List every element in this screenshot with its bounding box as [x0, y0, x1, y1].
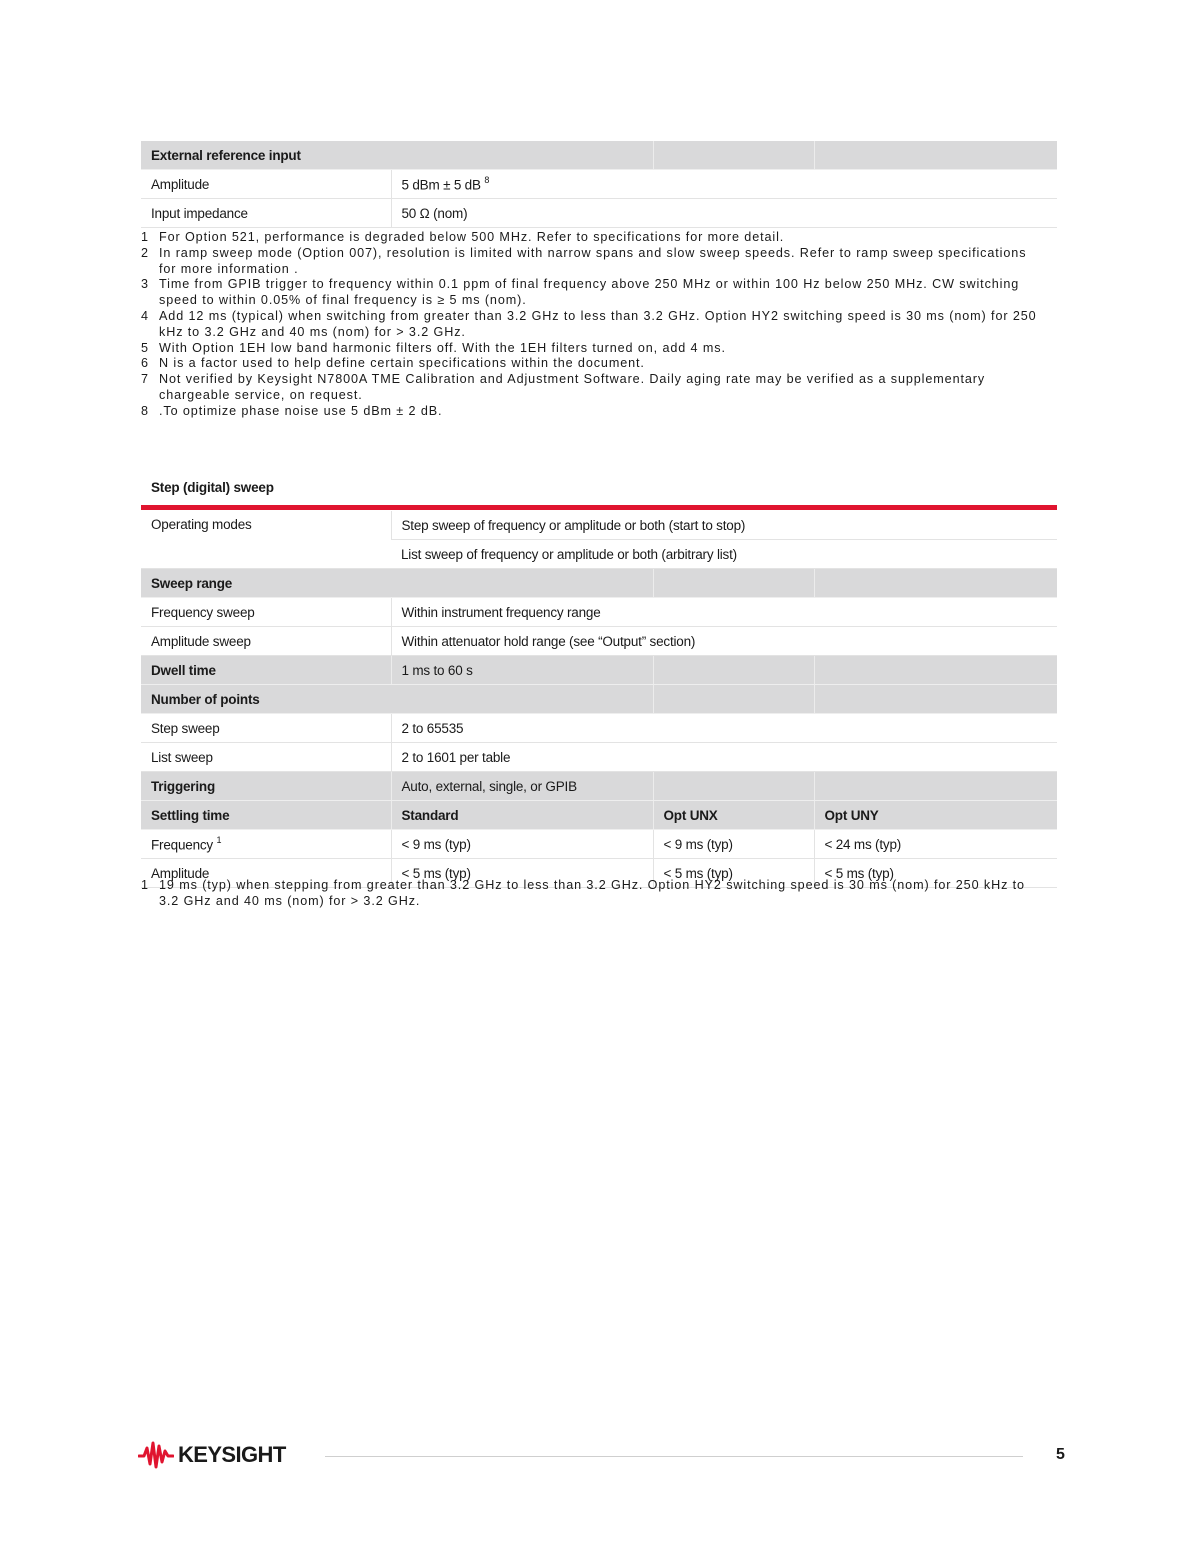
- row-label: Operating modes: [141, 511, 391, 569]
- table-cell: < 9 ms (typ): [653, 830, 814, 859]
- page-number: 5: [1056, 1446, 1065, 1463]
- row-label: Amplitude: [141, 170, 391, 199]
- empty-cell: [653, 569, 814, 598]
- row-value: 5 dBm ± 5 dB $^8$: [391, 170, 1057, 199]
- row-label: Step sweep: [141, 714, 391, 743]
- empty-cell: [814, 569, 1057, 598]
- table-row: [141, 170, 1057, 199]
- row-value: 50 Ω (nom): [391, 199, 1057, 228]
- footnote: 8 .To optimize phase noise use 5 dBm ± 2 dB.: [141, 403, 443, 418]
- footnote-ref: 8: [484, 174, 490, 185]
- footnotes: [141, 230, 1041, 420]
- column-header: Standard: [391, 801, 653, 830]
- row-value: Step sweep of frequency or amplitude or both (start to stop): [391, 511, 1057, 540]
- footnote: 1 For Option 521, performance is degraded below 500 MHz. Refer to specifications for more detail.: [141, 230, 785, 244]
- group-header-row: [141, 656, 1057, 685]
- group-title: Number of points: [141, 685, 653, 714]
- row-value: Within instrument frequency range: [391, 598, 1057, 627]
- column-header: Settling time: [141, 801, 391, 830]
- table-row: [141, 830, 1057, 859]
- keysight-wave-icon: [138, 1440, 174, 1470]
- row-label: Frequency sweep: [141, 598, 391, 627]
- column-header: Opt UNX: [653, 801, 814, 830]
- row-label: Amplitude: [141, 859, 391, 888]
- group-header-row: [141, 772, 1057, 801]
- row-value: Auto, external, single, or GPIB: [391, 772, 653, 801]
- footnote: 1 19 ms (typ) when stepping from greater than 3.2 GHz to less than 3.2 GHz. Option HY2 switching speed is 30 ms (nom) for 250 kHz to 3.2 GHz and 40 ms (nom) for > 3.2 GHz.: [141, 878, 1025, 908]
- table-cell: < 24 ms (typ): [814, 830, 1057, 859]
- table-header-row: [141, 141, 1057, 170]
- empty-cell: [653, 656, 814, 685]
- table-row: [141, 714, 1057, 743]
- external-reference-table: [141, 141, 1057, 228]
- group-header-row: [141, 685, 1057, 714]
- keysight-logo: [138, 1440, 286, 1470]
- table-row: [141, 627, 1057, 656]
- section-title: External reference input: [141, 141, 653, 170]
- footnote: 2 In ramp sweep mode (Option 007), resolution is limited with narrow spans and slow sweep speeds. Refer to ramp sweep specifications for more information .: [141, 245, 1027, 276]
- table-row: [141, 598, 1057, 627]
- group-header-row: [141, 569, 1057, 598]
- empty-cell: [814, 685, 1057, 714]
- footnote: 3 Time from GPIB trigger to frequency within 0.1 ppm of final frequency above 250 MHz or within 100 Hz below 250 MHz. CW switching speed to within 0.05% of final frequency is ≥ 5 ms (nom).: [141, 277, 1020, 308]
- table-cell: < 5 ms (typ): [653, 859, 814, 888]
- footnote: 4 Add 12 ms (typical) when switching from greater than 3.2 GHz to less than 3.2 GHz. Option HY2 switching speed is 30 ms (nom) for 250 kHz to 3.2 GHz and 40 ms (nom) for > 3.2 GHz.: [141, 308, 1037, 339]
- row-value: 2 to 65535: [391, 714, 1057, 743]
- row-value: List sweep of frequency or amplitude or both (arbitrary list): [391, 540, 1057, 569]
- footnote-ref: 1: [216, 834, 222, 845]
- footnotes: [141, 878, 1041, 910]
- empty-cell: [653, 772, 814, 801]
- group-title: Dwell time: [141, 656, 391, 685]
- row-label: List sweep: [141, 743, 391, 772]
- table-row: [141, 199, 1057, 228]
- empty-cell: [653, 141, 814, 170]
- table-cell: < 5 ms (typ): [391, 859, 653, 888]
- title-rule: [141, 505, 1057, 510]
- table-row: [141, 743, 1057, 772]
- table-cell: < 5 ms (typ): [814, 859, 1057, 888]
- footer-divider: [325, 1456, 1023, 1457]
- section-title: Step (digital) sweep: [151, 480, 274, 495]
- table-cell: < 9 ms (typ): [391, 830, 653, 859]
- empty-cell: [814, 141, 1057, 170]
- row-value: 2 to 1601 per table: [391, 743, 1057, 772]
- empty-cell: [814, 772, 1057, 801]
- group-title: Triggering: [141, 772, 391, 801]
- row-label: Frequency $^1$: [141, 830, 391, 859]
- brand-name: KEYSIGHT: [178, 1442, 286, 1467]
- footnote: 7 Not verified by Keysight N7800A TME Calibration and Adjustment Software. Daily aging rate may be verified as a supplementary chargeable service, on request.: [141, 372, 986, 402]
- row-label: Amplitude sweep: [141, 627, 391, 656]
- group-title: Sweep range: [141, 569, 653, 598]
- column-header: Opt UNY: [814, 801, 1057, 830]
- settling-header-row: [141, 801, 1057, 830]
- table-row: [141, 511, 1057, 540]
- empty-cell: [653, 685, 814, 714]
- empty-cell: [814, 656, 1057, 685]
- footnote: 6 N is a factor used to help define certain specifications within the document.: [141, 356, 645, 371]
- step-sweep-table: [141, 511, 1057, 888]
- footnote: 5 With Option 1EH low band harmonic filters off. With the 1EH filters turned on, add 4 ms.: [141, 340, 726, 355]
- row-value: Within attenuator hold range (see “Output” section): [391, 627, 1057, 656]
- row-label: Input impedance: [141, 199, 391, 228]
- row-value: 1 ms to 60 s: [391, 656, 653, 685]
